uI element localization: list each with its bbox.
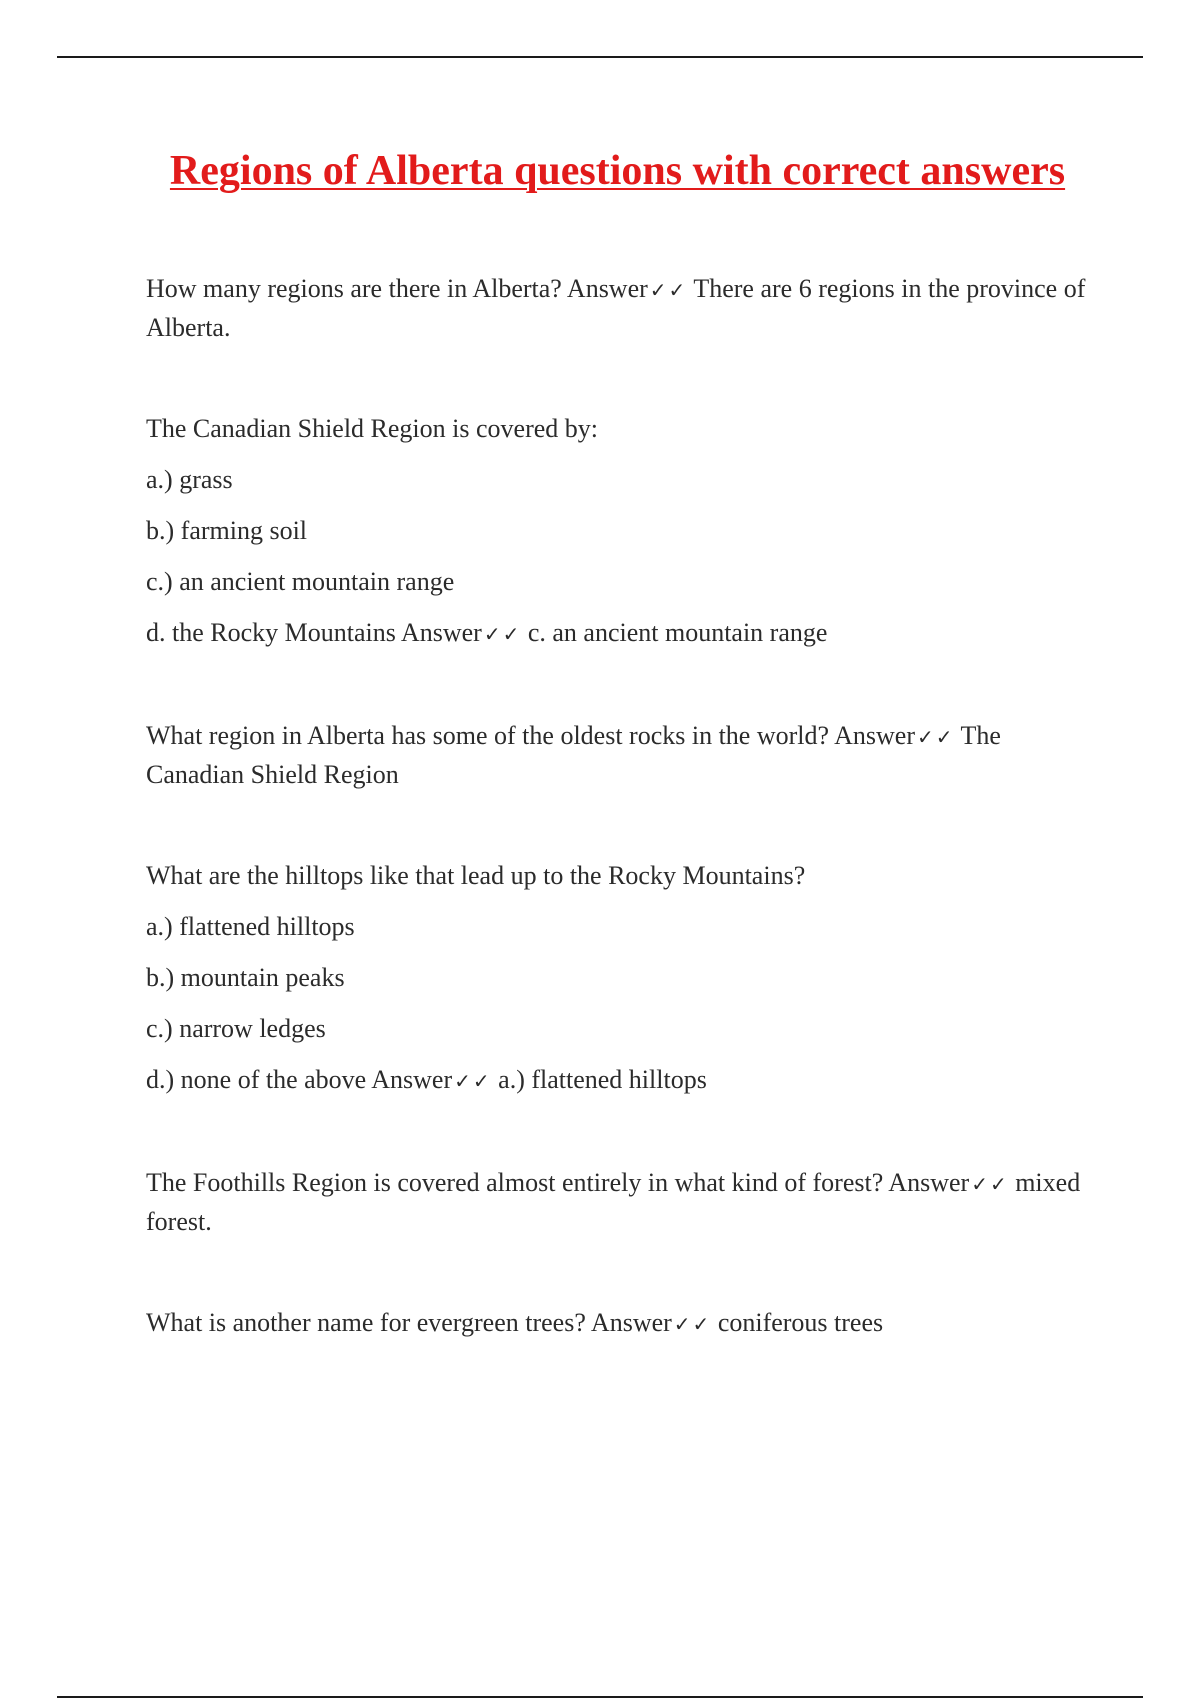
check-icon: ✓✓ (454, 1069, 492, 1093)
header-rule (57, 56, 1143, 58)
qa-item-2 (146, 410, 1096, 653)
question-text (146, 717, 1096, 793)
question-label: How many regions are there in Alberta? Answer (146, 274, 648, 303)
qa-item-6 (146, 1304, 1096, 1343)
answer-text: mixed forest. (146, 1168, 1081, 1236)
question-text (146, 270, 1096, 346)
question-text (146, 1164, 1096, 1240)
question-text: The Canadian Shield Region is covered by: (146, 414, 599, 443)
check-icon: ✓✓ (673, 1312, 712, 1336)
check-icon: ✓✓ (971, 1172, 1009, 1196)
check-icon: ✓✓ (916, 725, 955, 749)
answer-text: coniferous trees (711, 1308, 884, 1337)
option-d-label: d.) none of the above Answer (146, 1065, 453, 1094)
check-icon: ✓✓ (649, 278, 688, 302)
answer-text: c. an ancient mountain range (521, 618, 828, 647)
answer-text: The Canadian Shield Region (146, 721, 1001, 789)
option-d-label: d. the Rocky Mountains Answer (146, 618, 482, 647)
question-label: The Foothills Region is covered almost entirely in what kind of forest? Answer (146, 1168, 970, 1197)
check-icon: ✓✓ (483, 622, 522, 646)
option-c: c.) an ancient mountain range (146, 567, 455, 596)
footer-rule (57, 1696, 1143, 1698)
question-text (146, 1304, 1096, 1343)
question-label: What region in Alberta has some of the oldest rocks in the world? Answer (146, 721, 915, 750)
answer-text: There are 6 regions in the province of Alberta. (146, 274, 1086, 342)
option-a: a.) flattened hilltops (146, 912, 355, 941)
option-d (146, 1061, 1096, 1100)
qa-item-5 (146, 1164, 1096, 1240)
qa-item-4 (146, 857, 1096, 1100)
option-d (146, 614, 1096, 653)
document-title: Regions of Alberta questions with correct answers (169, 148, 1066, 194)
document-body (146, 270, 1096, 1407)
option-c: c.) narrow ledges (146, 1014, 326, 1043)
option-a: a.) grass (146, 465, 233, 494)
answer-text: a.) flattened hilltops (491, 1065, 707, 1094)
question-label: What is another name for evergreen trees? Answer (146, 1308, 672, 1337)
option-b: b.) mountain peaks (146, 963, 345, 992)
qa-item-1 (146, 270, 1096, 346)
qa-item-3 (146, 717, 1096, 793)
option-b: b.) farming soil (146, 516, 308, 545)
question-text: What are the hilltops like that lead up to the Rocky Mountains? (146, 861, 806, 890)
